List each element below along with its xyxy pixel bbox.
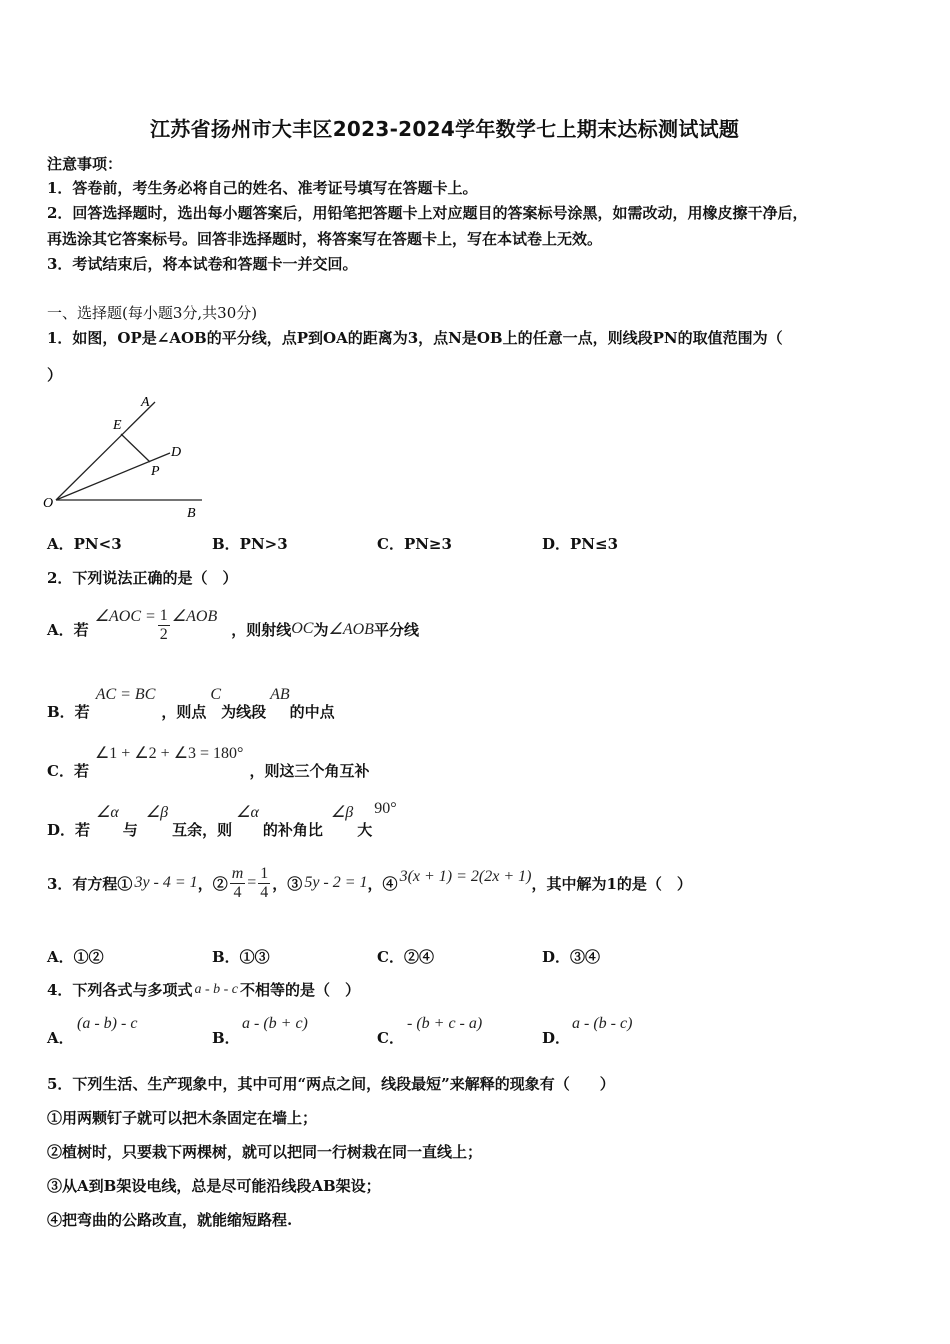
q4-stem — [47, 979, 360, 1000]
q3-option-d: D．③④ — [542, 948, 601, 966]
q5-item: ④把弯曲的公路改直，就能缩短路程. — [47, 1211, 293, 1229]
q3-option-a: A．①② — [47, 948, 104, 966]
q3-eq2-den: 4 — [233, 883, 242, 901]
q2c-math: ∠1 + ∠2 + ∠3 = 180° — [94, 745, 244, 762]
q2a-suffix: 平分线 — [373, 620, 419, 639]
label-d: D — [171, 445, 182, 460]
q2a-frac-den: 2 — [159, 625, 168, 643]
q1-option-c: C．PN≥3 — [377, 535, 452, 553]
q4-suffix: 不相等的是（ ） — [240, 981, 361, 999]
q4d-label: D． — [542, 1029, 571, 1047]
q4-expr: a - b - c — [194, 981, 238, 997]
q2d-t2: 互余，则 — [172, 821, 233, 839]
label-p: P — [151, 464, 160, 479]
q2b-var: C — [210, 686, 222, 703]
q2a-fraction — [158, 607, 170, 644]
q2d-ninety: 90° — [374, 800, 397, 817]
q2a-mid: ，则射线 — [231, 620, 292, 639]
q3-eq4: 3(x + 1) = 2(2x + 1) — [399, 868, 532, 885]
q4c-label: C． — [377, 1029, 404, 1047]
notice-heading: 注意事项： — [47, 155, 123, 173]
label-b: B — [187, 506, 196, 521]
q5-stem: 5．下列生活、生产现象中，其中可用“两点之间，线段最短”来解释的现象有（ ） — [47, 1075, 615, 1093]
q3-sep4: ，④ — [367, 874, 398, 893]
notice-item: 再选涂其它答案标号。回答非选择题时，将答案写在答题卡上，写在本试卷上无效。 — [47, 230, 603, 248]
q2b-var2: AB — [270, 686, 290, 703]
q2c-prefix: C．若 — [47, 762, 89, 780]
q4a-expr: (a - b) - c — [77, 1015, 138, 1032]
q2-option-a — [47, 604, 419, 654]
q1-option-d: D．PN≤3 — [542, 535, 619, 553]
q2a-mid2: 为 — [313, 620, 329, 639]
q3-eq2-rden: 4 — [260, 883, 269, 901]
q2a-frac-num: 1 — [159, 606, 168, 624]
q3-eq2-lhs — [230, 865, 246, 902]
q3-eq3: 5y - 2 = 1 — [304, 874, 368, 891]
q2a-math-rhs: ∠AOB — [171, 608, 218, 625]
q1-option-b: B．PN>3 — [212, 535, 288, 553]
q3-suffix: ，其中解为1的是（ ） — [531, 874, 692, 893]
q3-sep2: ，② — [197, 874, 228, 893]
q2d-beta2: ∠β — [330, 804, 354, 821]
q2-stem: 2．下列说法正确的是（ ） — [47, 569, 238, 587]
q2b-suffix: 的中点 — [289, 703, 335, 721]
q2d-t3: 的补角比 — [262, 821, 323, 839]
q2a-prefix: A．若 — [47, 620, 89, 639]
q3-prefix: 3．有方程① — [47, 874, 133, 893]
q2b-prefix: B．若 — [47, 703, 90, 721]
q5-item: ②植树时，只要栽下两棵树，就可以把同一行树栽在同一直线上； — [47, 1143, 483, 1161]
q2d-alpha: ∠α — [96, 804, 119, 821]
q2d-t4: 大 — [357, 821, 373, 839]
q3-eq2-eq: = — [247, 874, 257, 891]
label-a: A — [141, 395, 150, 410]
q1-stem-end: ） — [47, 366, 63, 384]
q2a-math-lhs: ∠AOC = — [94, 608, 156, 625]
q1-angle-figure — [40, 390, 210, 522]
q4c-expr: - (b + c - a) — [407, 1015, 483, 1032]
notice-item: 1．答卷前，考生务必将自己的姓名、准考证号填写在答题卡上。 — [47, 179, 478, 197]
q5-item: ③从A到B架设电线，总是尽可能沿线段AB架设； — [47, 1177, 381, 1195]
q4a-label: A． — [47, 1029, 74, 1047]
q2c-suffix: ，则这三个角互补 — [249, 762, 370, 780]
q2d-t1: 与 — [122, 821, 138, 839]
q2d-beta: ∠β — [145, 804, 169, 821]
q2d-alpha2: ∠α — [236, 804, 259, 821]
q3-option-b: B．①③ — [212, 948, 270, 966]
q2-option-d — [47, 800, 397, 840]
q4-prefix: 4．下列各式与多项式 — [47, 981, 193, 999]
label-o: O — [43, 496, 54, 511]
q2a-var2: ∠AOB — [328, 621, 374, 638]
page-title: 江苏省扬州市大丰区2023-2024学年数学七上期末达标测试试题 — [150, 117, 740, 141]
q2b-math: AC = BC — [95, 686, 156, 703]
notice-item: 2．回答选择题时，选出每小题答案后，用铅笔把答题卡上对应题目的答案标号涂黑，如需改动，用橡皮擦干净后， — [47, 204, 808, 222]
q3-stem — [47, 858, 692, 908]
q4b-label: B． — [212, 1029, 240, 1047]
q1-option-a: A．PN<3 — [47, 535, 122, 553]
q2-option-c — [47, 741, 369, 781]
notice-item: 3．考试结束后，将本试卷和答题卡一并交回。 — [47, 255, 358, 273]
q5-item: ①用两颗钉子就可以把木条固定在墙上； — [47, 1109, 318, 1127]
q4d-expr: a - (b - c) — [572, 1015, 633, 1032]
q3-eq2-rnum: 1 — [260, 864, 269, 882]
ray-oa — [56, 402, 155, 500]
section-heading: 一、选择题(每小题3分,共30分) — [47, 304, 258, 322]
q4b-expr: a - (b + c) — [242, 1015, 308, 1032]
q3-sep3: ，③ — [272, 874, 303, 893]
q3-eq1: 3y - 4 = 1 — [134, 874, 198, 891]
q2-option-b — [47, 682, 335, 722]
q3-option-c: C．②④ — [377, 948, 434, 966]
perpendicular-pe — [121, 434, 150, 462]
q2d-prefix: D．若 — [47, 821, 91, 839]
q2a-var: OC — [291, 620, 314, 637]
q2b-mid: ，则点 — [161, 703, 207, 721]
label-e: E — [113, 418, 122, 433]
q3-eq2-rhs — [258, 865, 270, 902]
q3-eq2-num: m — [231, 864, 244, 882]
q1-stem: 1．如图，OP是∠AOB的平分线，点P到OA的距离为3，点N是OB上的任意一点，则线段PN的取值范围为（ — [47, 329, 783, 347]
q2b-mid2: 为线段 — [221, 703, 267, 721]
